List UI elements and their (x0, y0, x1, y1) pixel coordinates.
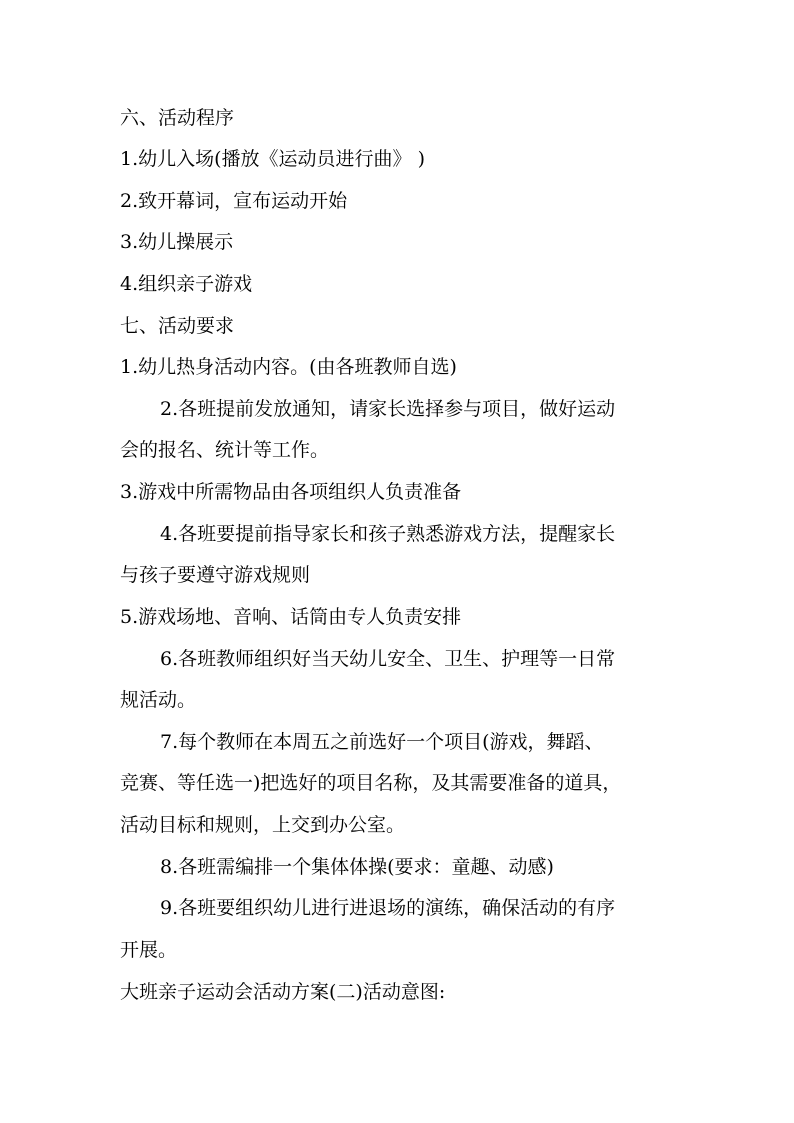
requirement-item-4-cont: 与孩子要遵守游戏规则 (120, 564, 311, 586)
requirement-item-9: 9.各班要组织幼儿进行进退场的演练，确保活动的有序 (160, 897, 616, 919)
requirement-item-2-cont: 会的报名、统计等工作。 (120, 439, 330, 461)
requirement-item-7-cont-2: 活动目标和规则，上交到办公室。 (120, 814, 406, 836)
requirement-item-9-cont: 开展。 (120, 939, 178, 961)
procedure-item-1: 1.幼儿入场(播放《运动员进行曲》 ) (120, 148, 425, 170)
procedure-item-3: 3.幼儿操展示 (120, 231, 234, 253)
requirement-item-7: 7.每个教师在本周五之前选好一个项目(游戏，舞蹈、 (160, 731, 604, 753)
requirement-item-8: 8.各班需编排一个集体体操(要求：童趣、动感) (160, 856, 554, 878)
requirement-item-2: 2.各班提前发放通知，请家长选择参与项目，做好运动 (160, 398, 616, 420)
requirement-item-7-cont-1: 竞赛、等任选一)把选好的项目名称，及其需要准备的道具， (120, 772, 622, 794)
requirement-item-3: 3.游戏中所需物品由各项组织人负责准备 (120, 481, 462, 503)
next-plan-heading: 大班亲子运动会活动方案(二)活动意图: (120, 981, 446, 1003)
section-heading-procedure: 六、活动程序 (120, 107, 235, 129)
requirement-item-6: 6.各班教师组织好当天幼儿安全、卫生、护理等一日常 (160, 648, 616, 670)
requirement-item-1: 1.幼儿热身活动内容。(由各班教师自选) (120, 356, 457, 378)
procedure-item-4: 4.组织亲子游戏 (120, 273, 253, 295)
section-heading-requirements: 七、活动要求 (120, 315, 235, 337)
procedure-item-2: 2.致开幕词，宣布运动开始 (120, 190, 348, 212)
requirement-item-6-cont: 规活动。 (120, 689, 197, 711)
requirement-item-5: 5.游戏场地、音响、话筒由专人负责安排 (120, 606, 462, 628)
requirement-item-4: 4.各班要提前指导家长和孩子熟悉游戏方法，提醒家长 (160, 523, 616, 545)
